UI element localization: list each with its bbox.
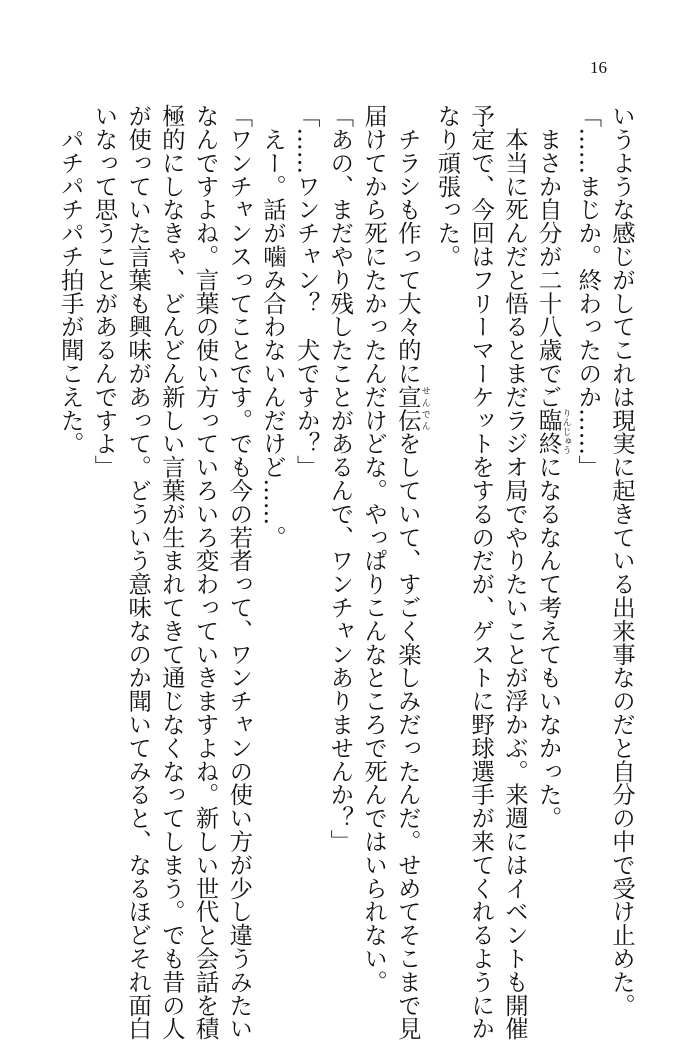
ruby-base: 宣伝 bbox=[393, 384, 422, 432]
text-line: 「あの、まだやり残したことがあるんで、ワンチャンありませんか？」 bbox=[326, 104, 355, 853]
text-segment: になるなんて考えてもいなかった。 bbox=[534, 455, 563, 830]
text-line: えー。話が噛み合わないんだけど……。 bbox=[258, 104, 287, 549]
text-line: パチパチパチ拍手が聞こえた。 bbox=[56, 104, 85, 455]
text-line: いうような感じがしてこれは現実に起きている出来事なのだと自分の中で受け止めた。 bbox=[608, 104, 636, 1017]
text-segment: まさか自分が二十八歳でご bbox=[534, 104, 563, 409]
text-line: 極的にしなきゃ、どんどん新しい言葉が生まれてきて通じなくなってしまう。でも昔の人 bbox=[157, 104, 186, 1040]
text-line: 届けてから死にたかったんだけどな。やっぱりこんなところで死んではいられない。 bbox=[360, 104, 389, 994]
text-line: 予定で、今回はフリーマーケットをするのだが、ゲストに野球選手が来てくれるようにか bbox=[467, 104, 496, 1040]
text-line: 「……まじか。終わったのか……」 bbox=[574, 104, 603, 479]
text-line: 「……ワンチャン？ 犬ですか？」 bbox=[292, 104, 321, 479]
text-line: 「ワンチャンスってことです。でも今の若者って、ワンチャンの使い方が少し違うみたい bbox=[225, 104, 254, 1040]
text-line-with-ruby bbox=[390, 104, 430, 1040]
text-line: が使っていた言葉も興味があって。どういう意味なのか聞いてみると、なるほどそれ面白 bbox=[124, 104, 153, 1040]
vertical-text-body bbox=[56, 104, 638, 1040]
ruby-word bbox=[393, 384, 430, 432]
ruby-reading: りんじゅう bbox=[560, 408, 571, 455]
text-line: なんですよね。言葉の使い方っていろいろ変わっていきますよね。新しい世代と会話を積 bbox=[191, 104, 220, 1040]
ruby-base: 臨終 bbox=[534, 408, 563, 456]
page-number: 16 bbox=[590, 58, 607, 77]
ruby-reading: せんでん bbox=[419, 384, 430, 432]
text-segment: をしていて、すごく楽しみだったんだ。せめてそこまで見 bbox=[393, 431, 422, 1040]
ruby-word bbox=[534, 408, 571, 456]
text-segment: チラシも作って大々的に bbox=[393, 104, 422, 385]
text-line: 本当に死んだと悟るとまだラジオ局でやりたいことが浮かぶ。来週にはイベントも開催 bbox=[500, 104, 529, 1040]
text-line-with-ruby bbox=[531, 104, 571, 964]
text-line: いなって思うことがあるんですよ」 bbox=[90, 104, 119, 479]
text-line: なり頑張った。 bbox=[433, 104, 462, 268]
